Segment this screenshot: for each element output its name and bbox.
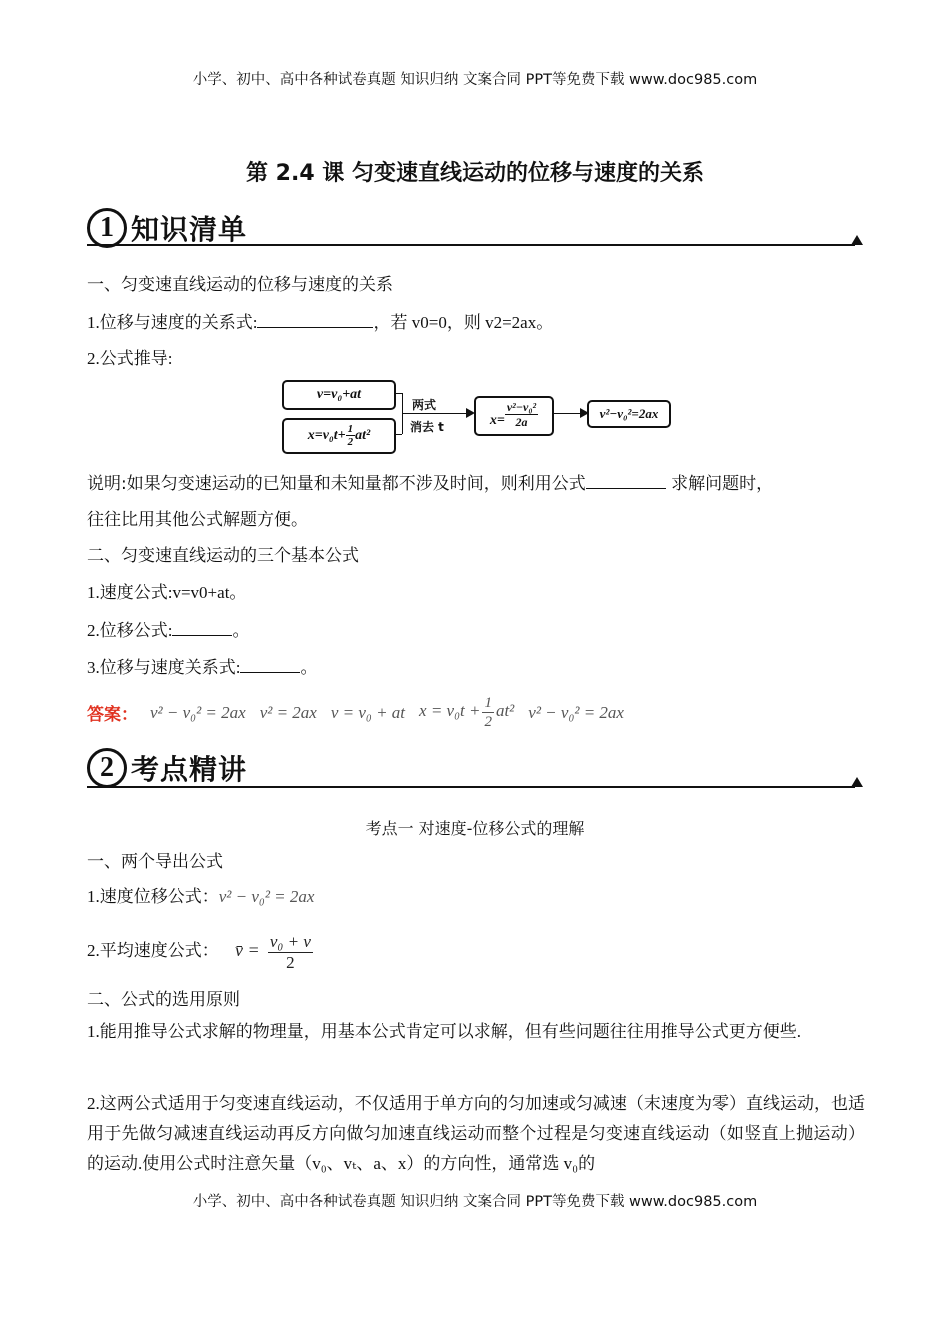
box2-main: x=v₀t+ — [307, 428, 346, 443]
answer-3: v = v₀ + at — [330, 702, 406, 722]
paragraph-1: 1.能用推导公式求解的物理量，用基本公式肯定可以求解，但有些问题往往用推导公式更方便些. — [87, 1022, 801, 1041]
page-header: 小学、初中、高中各种试卷真题 知识归纳 文案合同 PPT等免费下载 www.doc985.com — [192, 72, 758, 88]
answer-2: v² = 2ax — [259, 702, 317, 722]
arrow-line-1 — [402, 413, 468, 414]
derivation-diagram — [282, 378, 672, 454]
formula-item-2 — [87, 619, 249, 642]
section-1-title: 知识清单 — [131, 213, 248, 246]
item2-num: v₀ + v — [269, 931, 311, 951]
section-2-title: 考点精讲 — [131, 753, 248, 786]
brace-bottom — [394, 434, 402, 435]
derived-item-2 — [87, 928, 313, 973]
box2-den: 2 — [347, 436, 354, 449]
fill-blank — [257, 311, 373, 328]
section-1-rule — [87, 244, 855, 246]
arrow-line-2 — [552, 413, 582, 414]
box2-num: 1 — [347, 423, 354, 436]
answer-5: v² − v₀² = 2ax — [528, 702, 624, 722]
fill-blank — [172, 619, 232, 636]
line-1-prefix: 1.位移与速度的关系式: — [87, 313, 258, 332]
note-prefix: 说明:如果匀变速运动的已知量和未知量都不涉及时间，则利用公式 — [87, 474, 586, 494]
section-1-badge: 1 — [87, 208, 127, 248]
item2-lhs: v̄ = — [235, 940, 260, 960]
answer-label: 答案： — [87, 705, 138, 725]
item1-prefix: 1.速度位移公式： — [87, 887, 219, 906]
box2-tail: at² — [355, 428, 371, 443]
answer-1: v² − v₀² = 2ax — [150, 702, 246, 722]
note-line-1 — [87, 472, 773, 495]
formula-box-result: v²−v₀²=2ax — [587, 400, 671, 428]
answer-4-num: 1 — [484, 695, 492, 711]
paragraph-2: 2.这两公式适用于匀变速直线运动，不仅适用于单方向的匀加速或匀减速（末速度为零）直线运动，也适用于先做匀减速直线运动再反方向做匀加速直线运动而整个过程是匀变速直线运动（如竖直上抛运动）的运动.使用公式时注意矢量（v₀、vₜ、a、x）的方向性，通常选 v₀的 — [87, 1094, 865, 1173]
page-title: 第 2.4 课 匀变速直线运动的位移与速度的关系 — [246, 161, 704, 186]
section-2-badge: 2 — [87, 748, 127, 788]
f3-suffix: 。 — [300, 658, 318, 677]
up-triangle-icon — [851, 235, 863, 245]
line-1-suffix: ，若 v0=0，则 v2=2ax。 — [373, 313, 554, 332]
section-2-rule — [87, 786, 855, 788]
answer-4-prefix: x = v₀t + — [419, 701, 481, 721]
box3-num: v²−v₀² — [506, 400, 537, 414]
label-two-eq: 两式 — [412, 398, 437, 412]
heading-2-1: 一、两个导出公式 — [87, 852, 223, 871]
heading-1-1: 一、匀变速直线运动的位移与速度的关系 — [87, 275, 393, 294]
f3-prefix: 3.位移与速度关系式: — [87, 658, 241, 677]
answer-4-tail: at² — [495, 701, 515, 721]
box3-prefix: x= — [489, 412, 505, 428]
answer-4 — [419, 695, 515, 730]
fill-blank — [240, 656, 300, 673]
brace-top — [394, 393, 402, 394]
answer-4-den: 2 — [484, 714, 492, 730]
f2-suffix: 。 — [232, 621, 250, 640]
subtopic-title: 考点一 对速度-位移公式的理解 — [365, 819, 585, 838]
answer-row — [87, 694, 624, 731]
f2-prefix: 2.位移公式: — [87, 621, 173, 640]
item2-den: 2 — [286, 952, 295, 972]
formula-box-velocity: v=v₀+at — [282, 380, 396, 410]
note-suffix: 求解问题时， — [665, 474, 774, 494]
formula-box-derived — [474, 396, 554, 436]
heading-1-2: 二、匀变速直线运动的三个基本公式 — [87, 546, 359, 566]
box3-den: 2a — [515, 415, 528, 429]
heading-2-2: 二、公式的选用原则 — [87, 990, 240, 1009]
item2-prefix: 2.平均速度公式： — [87, 941, 219, 960]
line-1 — [87, 311, 553, 334]
derived-item-1 — [87, 886, 314, 908]
up-triangle-icon — [851, 777, 863, 787]
formula-item-3 — [87, 656, 317, 679]
formula-item-1: 1.速度公式:v=v0+at。 — [87, 583, 247, 602]
label-eliminate-t: 消去 t — [410, 420, 444, 434]
line-2: 2.公式推导: — [87, 349, 173, 368]
fill-blank — [586, 472, 666, 489]
note-line-2: 往往比用其他公式解题方便。 — [87, 510, 308, 530]
page-footer: 小学、初中、高中各种试卷真题 知识归纳 文案合同 PPT等免费下载 www.doc985.com — [192, 1194, 758, 1210]
formula-box-displacement — [282, 418, 396, 454]
item1-formula: v² − v₀² = 2ax — [218, 887, 315, 906]
